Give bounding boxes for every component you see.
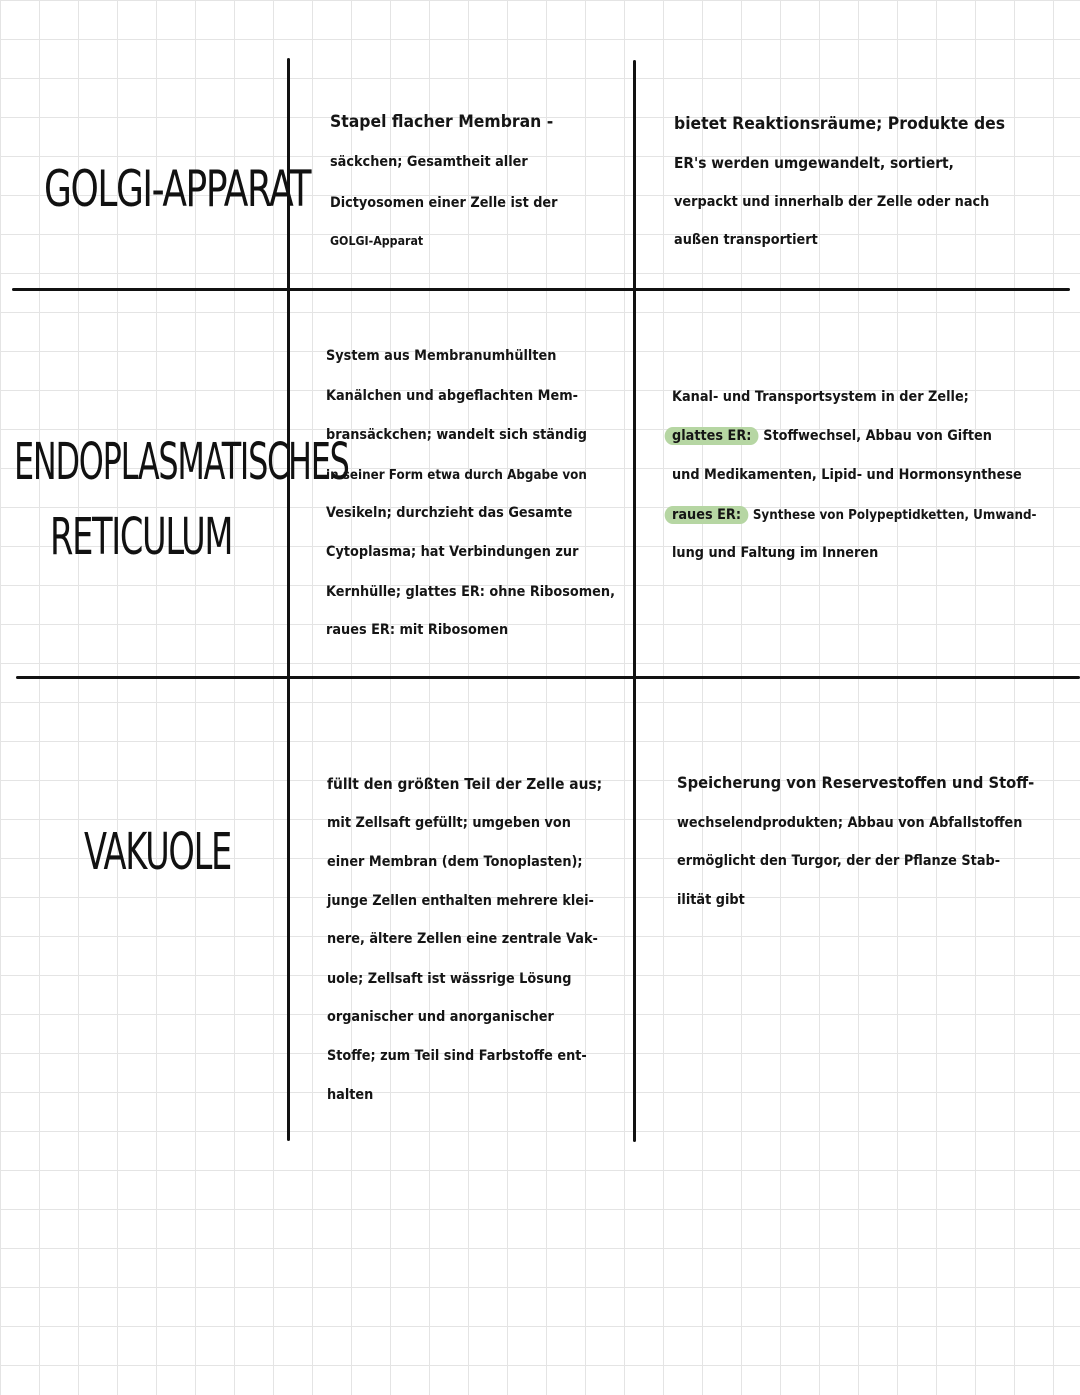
row-title-vakuole: VAKUOLE	[84, 823, 231, 882]
smooth-er-text: Stoffwechsel, Abbau von Giften	[763, 428, 992, 444]
text-line: nere, ältere Zellen eine zentrale Vak-	[327, 931, 598, 947]
text-line: säckchen; Gesamtheit aller	[330, 154, 528, 170]
text-line: junge Zellen enthalten mehrere klei-	[327, 893, 594, 909]
text-line: Stapel flacher Membran -	[330, 112, 554, 132]
text-line: verpackt und innerhalb der Zelle oder nach	[674, 194, 990, 210]
text-line: Kernhülle; glattes ER: ohne Ribosomen,	[326, 584, 615, 600]
row-title-er-line-1: ENDOPLASMATISCHES	[14, 433, 349, 492]
text-line: Vesikeln; durchzieht das Gesamte	[326, 505, 573, 521]
text-line: raues ER: mit Ribosomen	[326, 622, 509, 638]
text-line: und Medikamenten, Lipid- und Hormonsynthese	[672, 467, 1022, 483]
row-divider-2	[16, 676, 1080, 679]
text-line: Kanal- und Transportsystem in der Zelle;	[672, 389, 969, 405]
text-line: ermöglicht den Turgor, der der Pflanze Stab-	[677, 853, 1001, 869]
rough-er-highlight: raues ER:	[665, 506, 749, 524]
text-line: halten	[327, 1087, 374, 1103]
column-divider-1	[287, 58, 290, 1141]
text-line: Stoffe; zum Teil sind Farbstoffe ent-	[327, 1048, 587, 1064]
text-line: uole; Zellsaft ist wässrige Lösung	[327, 971, 572, 987]
rough-er-text: Synthese von Polypeptidketten, Umwand-	[752, 508, 1037, 523]
vakuole-function-cell	[677, 773, 1077, 923]
text-line: Speicherung von Reservestoffen und Stoff-	[677, 773, 1035, 792]
text-line: einer Membran (dem Tonoplasten);	[327, 854, 583, 870]
column-divider-2	[633, 60, 636, 1142]
row-divider-1	[12, 288, 1070, 291]
golgi-function-cell	[674, 114, 1074, 264]
text-line: Dictyosomen einer Zelle ist der	[330, 195, 558, 211]
text-line: ER's werden umgewandelt, sortiert,	[674, 154, 954, 172]
er-function-cell	[672, 389, 1072, 569]
vakuole-structure-cell	[327, 775, 632, 1120]
text-line: Kanälchen und abgeflachten Mem-	[326, 388, 578, 404]
text-line: bransäckchen; wandelt sich ständig	[326, 427, 588, 443]
golgi-structure-cell	[330, 112, 626, 262]
row-title-golgi: GOLGI-APPARAT	[44, 160, 311, 218]
text-line: bietet Reaktionsräume; Produkte des	[674, 114, 1006, 134]
er-structure-cell	[326, 348, 626, 648]
text-line: lung und Faltung im Inneren	[672, 545, 879, 561]
text-line: Cytoplasma; hat Verbindungen zur	[326, 544, 579, 560]
text-line: füllt den größten Teil der Zelle aus;	[327, 775, 603, 793]
rough-er-line	[672, 506, 1037, 524]
text-line: organischer und anorganischer	[327, 1009, 554, 1025]
text-line: ilität gibt	[677, 892, 745, 908]
text-line: in seiner Form etwa durch Abgabe von	[326, 468, 587, 483]
row-title-er-line-2: RETICULUM	[50, 508, 233, 567]
smooth-er-line	[672, 427, 992, 445]
text-line: System aus Membranumhüllten	[326, 348, 557, 364]
text-line: GOLGI-Apparat	[330, 234, 424, 248]
text-line: außen transportiert	[674, 232, 818, 248]
text-line: wechselendprodukten; Abbau von Abfallstoffen	[677, 815, 1023, 831]
text-line: mit Zellsaft gefüllt; umgeben von	[327, 815, 571, 831]
smooth-er-highlight: glattes ER:	[665, 427, 759, 445]
